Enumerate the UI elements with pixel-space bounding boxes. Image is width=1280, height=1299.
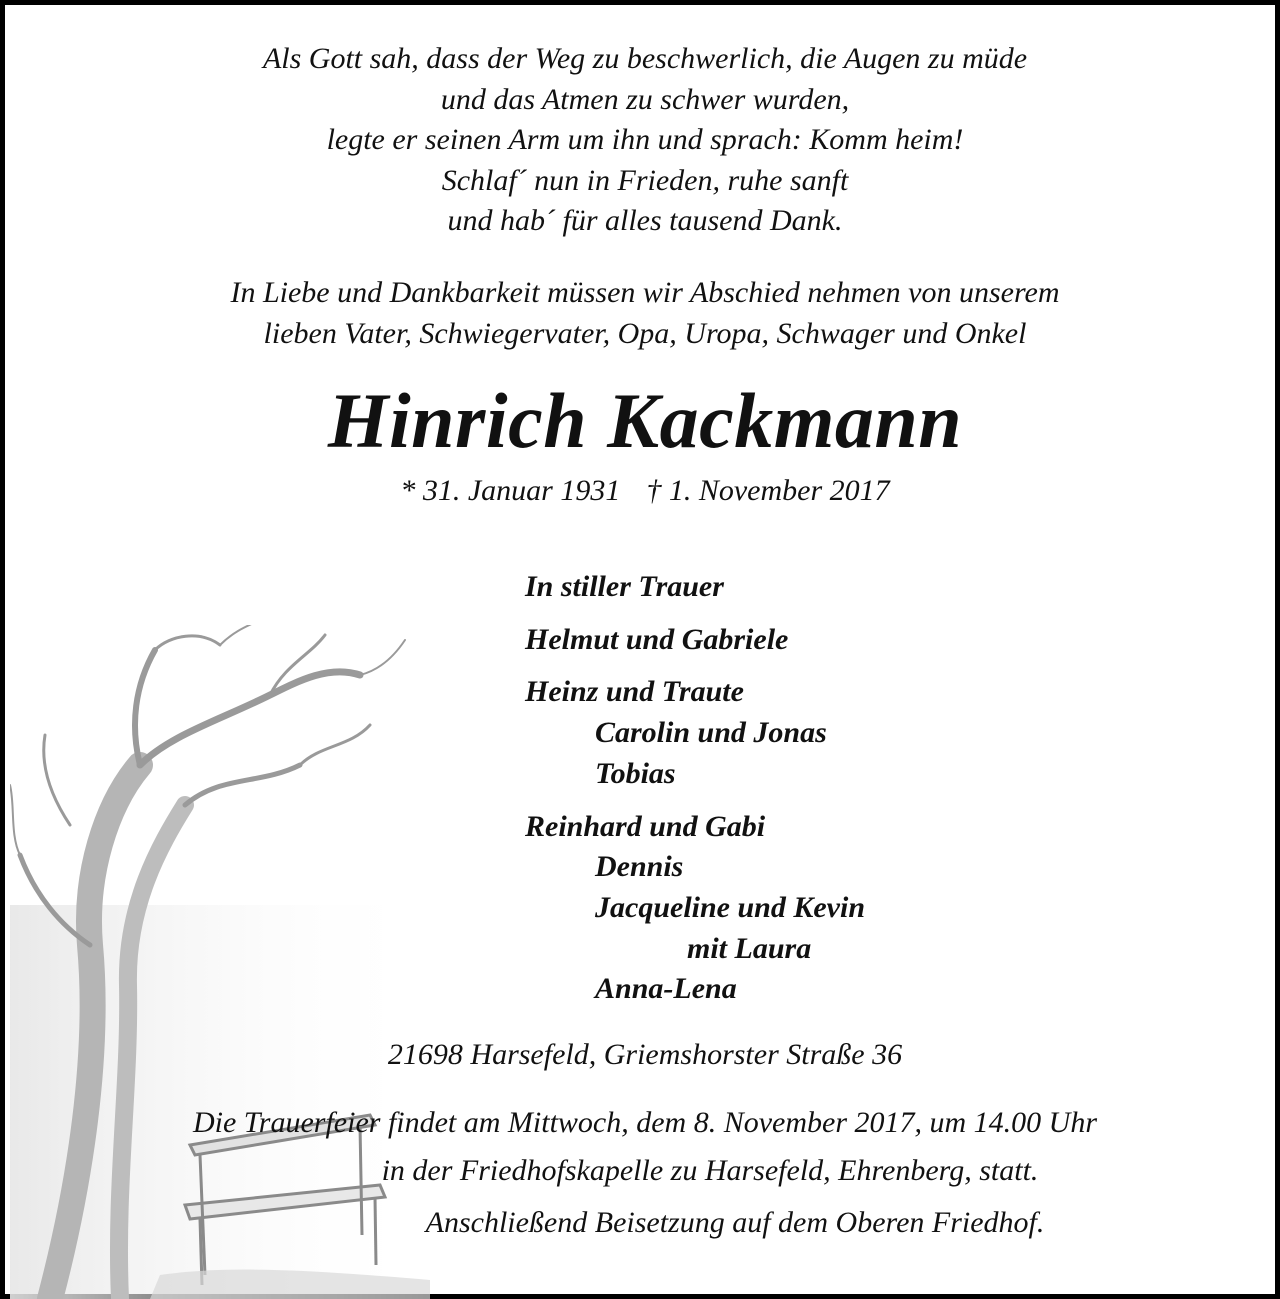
mourner-group: Reinhard und Gabi	[525, 809, 766, 843]
mourner-grandchild: mit Laura	[687, 931, 812, 965]
intro-line: lieben Vater, Schwiegervater, Opa, Uropa, Schwager und Onkel	[263, 316, 1027, 350]
mourners-heading: In stiller Trauer	[525, 570, 724, 603]
poem-line: Als Gott sah, dass der Weg zu beschwerlich, die Augen zu müde	[262, 42, 1028, 75]
poem-line: Schlaf´ nun in Frieden, ruhe sanft	[441, 163, 849, 197]
mourners-list	[525, 567, 865, 1010]
mourner-group: Helmut und Gabriele	[525, 622, 789, 656]
farewell-intro	[5, 273, 1280, 354]
poem-line: und hab´ für alles tausend Dank.	[447, 204, 843, 237]
burial-line: Anschließend Beisetzung auf dem Oberen Friedhof.	[425, 1206, 1045, 1239]
tree-and-bench-illustration	[10, 625, 430, 1299]
ceremony-line: Die Trauerfeier findet am Mittwoch, dem 8. November 2017, um 14.00 Uhr	[192, 1106, 1098, 1139]
mourner-child: Carolin und Jonas	[595, 716, 827, 750]
poem-line: legte er seinen Arm um ihn und sprach: Komm heim!	[326, 123, 964, 156]
memorial-poem	[5, 39, 1280, 242]
death-date: † 1. November 2017	[646, 474, 890, 507]
mourner-child: Jacqueline und Kevin	[595, 890, 866, 924]
birth-date: * 31. Januar 1931	[400, 474, 621, 507]
ceremony-line: in der Friedhofskapelle zu Harsefeld, Ehrenberg, statt.	[381, 1154, 1039, 1187]
life-dates	[5, 469, 1280, 513]
deceased-name: Hinrich Kackmann	[327, 377, 963, 464]
mourner-group: Heinz und Traute	[525, 675, 744, 709]
burial-info	[5, 1201, 1280, 1245]
poem-line: und das Atmen zu schwer wurden,	[440, 82, 850, 116]
mourner-child: Tobias	[595, 756, 676, 790]
family-address: 21698 Harsefeld, Griemshorster Straße 36	[387, 1038, 903, 1071]
intro-line: In Liebe und Dankbarkeit müssen wir Abschied nehmen von unserem	[230, 276, 1060, 309]
mourner-child: Dennis	[595, 850, 684, 884]
mourner-child: Anna-Lena	[595, 972, 737, 1006]
funeral-service-info	[5, 1099, 1280, 1195]
